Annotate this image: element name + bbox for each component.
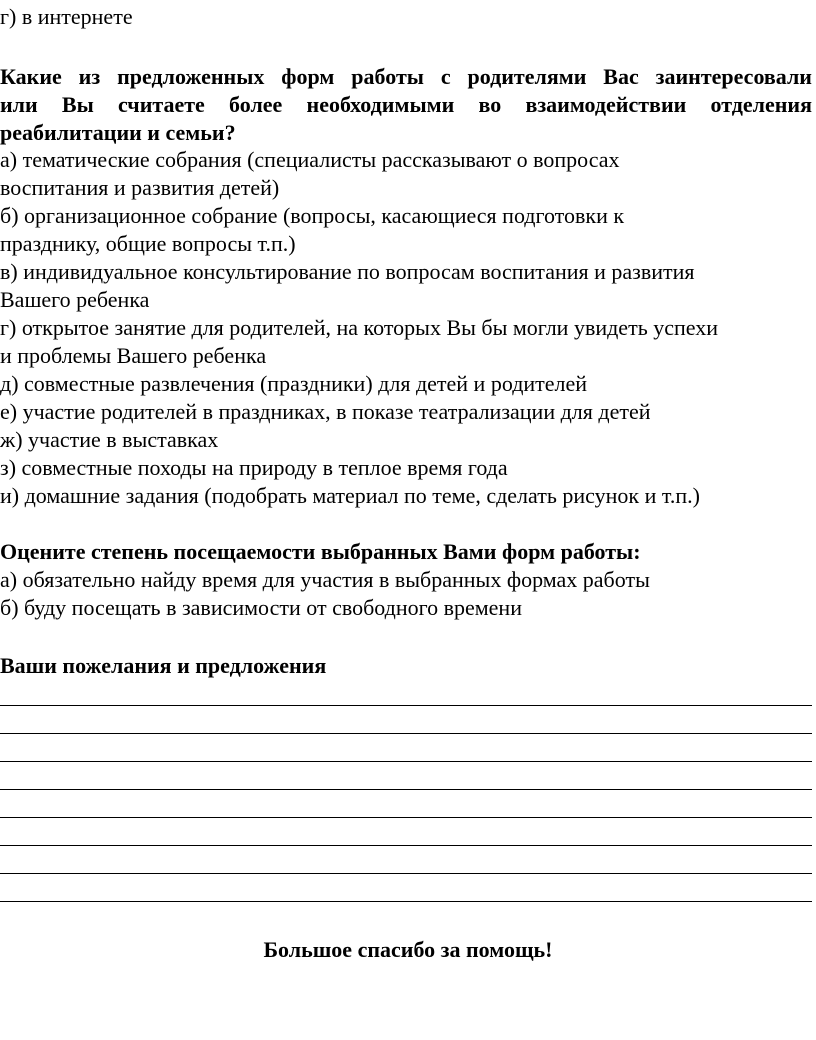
answer-line[interactable] <box>0 789 812 790</box>
question-wishes: Ваши пожелания и предложения <box>0 653 327 678</box>
option-line: г) открытое занятие для родителей, на которых Вы бы могли увидеть успехи <box>0 315 719 340</box>
option-line: Вашего ребенка <box>0 287 150 312</box>
answer-line[interactable] <box>0 733 812 734</box>
option-line: з) совместные походы на природу в теплое время года <box>0 455 508 480</box>
answer-line[interactable] <box>0 705 812 706</box>
question-attendance: Оцените степень посещаемости выбранных Вами форм работы: <box>0 539 641 564</box>
question-forms-line-1: Какие из предложенных форм работы с родителями Вас заинтересовали <box>0 64 812 89</box>
thanks-text: Большое спасибо за помощь! <box>263 937 553 962</box>
option-line: б) организационное собрание (вопросы, касающиеся подготовки к <box>0 203 625 228</box>
option-line: ж) участие в выставках <box>0 427 219 452</box>
option-line: а) тематические собрания (специалисты рассказывают о вопросах <box>0 147 620 172</box>
question-forms-line-3: реабилитации и семьи? <box>0 120 236 145</box>
option-line: д) совместные развлечения (праздники) для детей и родителей <box>0 371 588 396</box>
attendance-option: б) буду посещать в зависимости от свободного времени <box>0 595 522 620</box>
attendance-option: а) обязательно найду время для участия в выбранных формах работы <box>0 567 650 592</box>
option-internet: г) в интернете <box>0 4 133 29</box>
answer-line[interactable] <box>0 761 812 762</box>
answer-line[interactable] <box>0 873 812 874</box>
option-line: е) участие родителей в праздниках, в показе театрализации для детей <box>0 399 651 424</box>
option-line: в) индивидуальное консультирование по вопросам воспитания и развития <box>0 259 695 284</box>
option-line: воспитания и развития детей) <box>0 175 280 200</box>
answer-line[interactable] <box>0 817 812 818</box>
question-forms-line-2: или Вы считаете более необходимыми во взаимодействии отделения <box>0 92 812 117</box>
option-line: празднику, общие вопросы т.п.) <box>0 231 296 256</box>
answer-line[interactable] <box>0 901 812 902</box>
option-line: и проблемы Вашего ребенка <box>0 343 267 368</box>
answer-line[interactable] <box>0 845 812 846</box>
option-line: и) домашние задания (подобрать материал по теме, сделать рисунок и т.п.) <box>0 483 700 508</box>
